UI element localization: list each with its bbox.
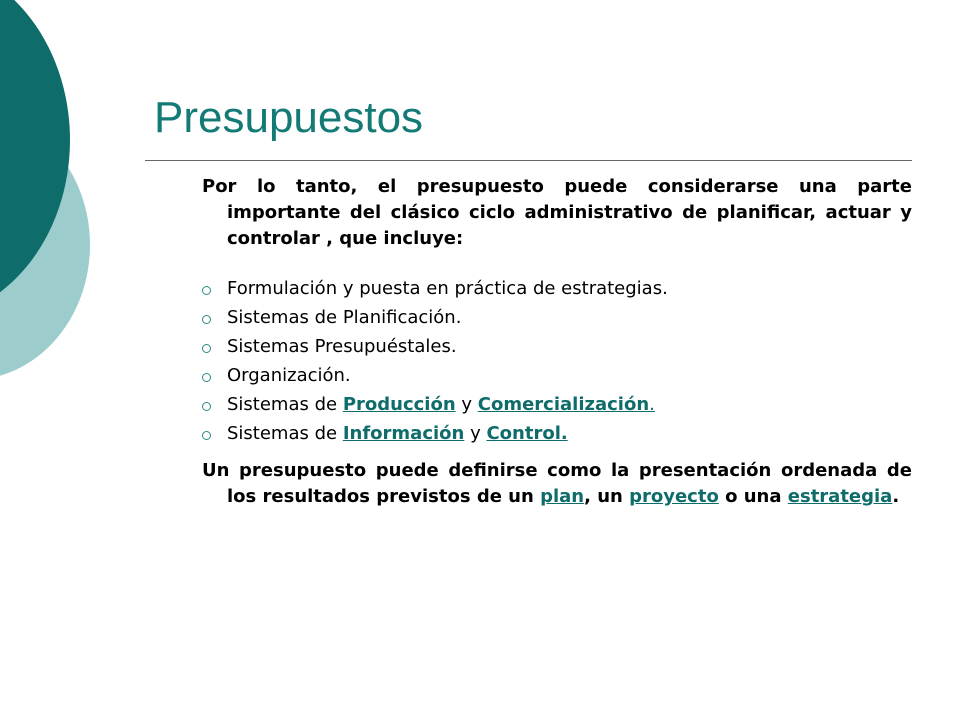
title-divider	[145, 160, 912, 161]
definition-text-start: Un presupuesto puede definirse como la presentación ordenada de los resultados previstos de un	[202, 460, 912, 507]
bullet-text: Organización.	[227, 365, 351, 386]
bullet-circle-icon	[202, 431, 211, 440]
bullet-item-estrategias	[202, 274, 912, 303]
slide-title: Presupuestos	[154, 93, 424, 142]
bullet-item-organizacion	[202, 361, 912, 390]
intro-paragraph: Por lo tanto, el presupuesto puede considerarse una parte importante del clásico ciclo administrativo de planificar, actuar y controlar , que incluye:	[202, 176, 912, 249]
bullet-connector: y	[464, 423, 487, 444]
produccion-link[interactable]: Producción	[342, 394, 456, 415]
bullet-connector: y	[455, 394, 478, 415]
bullet-circle-icon	[202, 373, 211, 382]
bullet-circle-icon	[202, 402, 211, 411]
bullet-circle-icon	[202, 286, 211, 295]
bullet-prefix: Sistemas de	[227, 423, 343, 444]
bullet-item-presupuestales	[202, 332, 912, 361]
bullet-item-planificacion	[202, 303, 912, 332]
comercializacion-link-period[interactable]: .	[649, 394, 655, 415]
definition-paragraph	[202, 458, 912, 510]
definition-text-comma: , un	[584, 486, 630, 507]
plan-link[interactable]: plan	[540, 486, 585, 507]
bullet-text: Formulación y puesta en práctica de estrategias.	[227, 278, 668, 299]
comercializacion-link[interactable]: Comercialización	[477, 394, 650, 415]
informacion-link[interactable]: Información	[342, 423, 465, 444]
bullet-item-produccion-comercializacion	[202, 390, 912, 419]
bullet-circle-icon	[202, 344, 211, 353]
estrategia-link[interactable]: estrategia	[787, 486, 893, 507]
bullet-circle-icon	[202, 315, 211, 324]
bullet-item-informacion-control	[202, 419, 912, 448]
bullet-text: Sistemas Presupuéstales.	[227, 336, 457, 357]
slide-body	[202, 174, 912, 510]
bullet-text: Sistemas de Planificación.	[227, 307, 462, 328]
bullet-prefix: Sistemas de	[227, 394, 343, 415]
proyecto-link[interactable]: proyecto	[629, 486, 719, 507]
definition-text-or: o una	[718, 486, 788, 507]
control-link[interactable]: Control.	[486, 423, 568, 444]
definition-text-end: .	[892, 486, 900, 507]
bullet-list	[202, 274, 912, 448]
